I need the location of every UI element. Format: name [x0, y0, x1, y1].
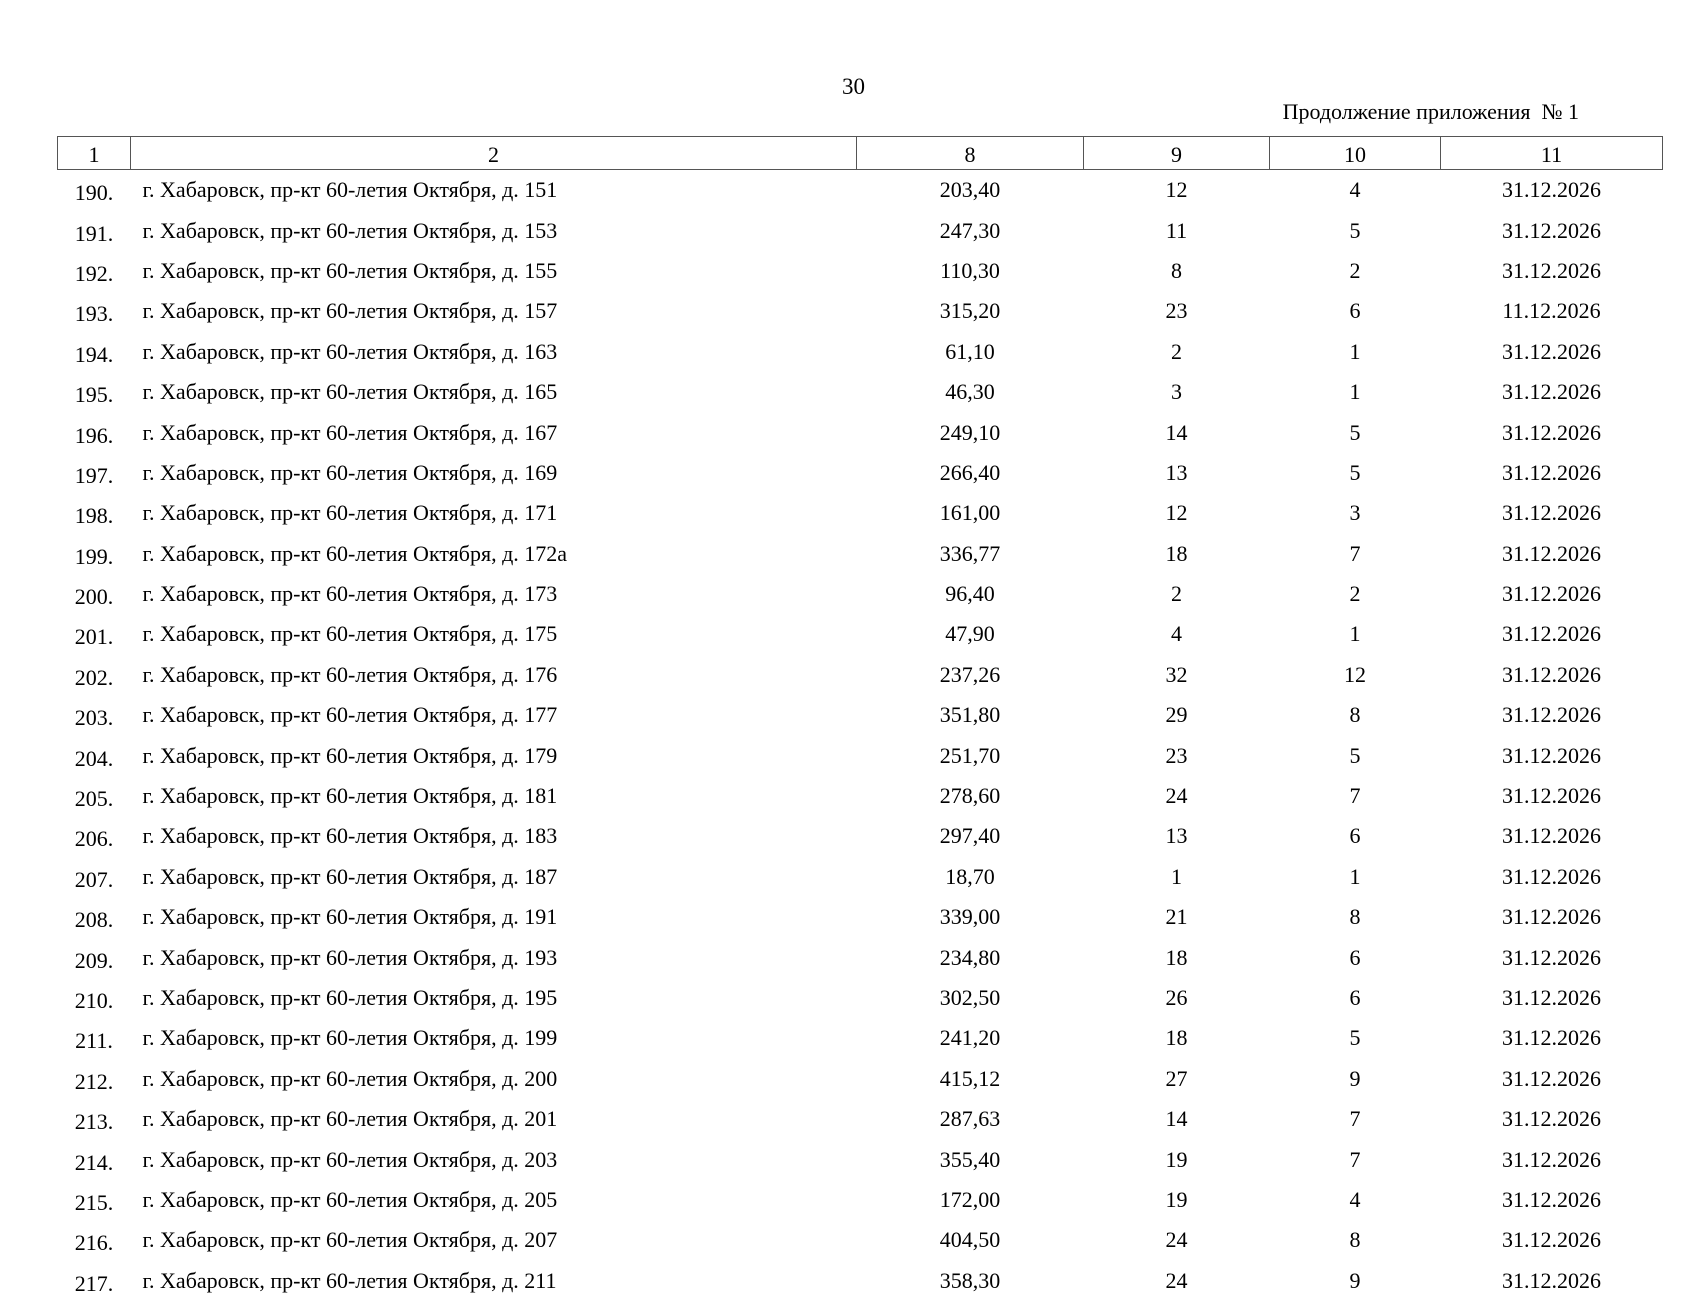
- column-9-cell: 29: [1165, 702, 1188, 728]
- column-10-cell: 5: [1349, 742, 1361, 768]
- row-number-cell: 206.: [74, 826, 114, 852]
- table-row: [58, 1261, 1663, 1301]
- row-number-cell: 203.: [74, 705, 114, 731]
- column-10-cell: 1: [1349, 379, 1361, 405]
- column-11-cell: 31.12.2026: [1502, 985, 1601, 1010]
- address-cell: г. Хабаровск, пр-кт 60-летия Октября, д. 165: [142, 379, 558, 405]
- table-row: [58, 1099, 1663, 1139]
- row-number-cell: 199.: [74, 543, 114, 569]
- column-11-cell: 31.12.2026: [1502, 581, 1601, 607]
- column-8-cell: 251,70: [939, 742, 1001, 768]
- address-cell: г. Хабаровск, пр-кт 60-летия Октября, д. 183: [142, 823, 558, 849]
- column-8-cell: 287,63: [939, 1106, 1001, 1132]
- address-cell: г. Хабаровск, пр-кт 60-летия Октября, д. 155: [142, 257, 558, 283]
- column-11-cell: 31.12.2026: [1502, 1146, 1601, 1172]
- address-cell: г. Хабаровск, пр-кт 60-летия Октября, д. 169: [142, 459, 558, 485]
- column-9-cell: 4: [1171, 621, 1182, 647]
- continuation-note: Продолжение приложения № 1: [1282, 99, 1579, 124]
- column-9-cell: 27: [1165, 1065, 1188, 1091]
- column-11-cell: 11.12.2026: [1502, 298, 1601, 324]
- column-11-cell: 31.12.2026: [1502, 1186, 1601, 1212]
- column-9-cell: 13: [1165, 823, 1188, 849]
- column-11-cell: 31.12.2026: [1502, 823, 1601, 849]
- address-cell: г. Хабаровск, пр-кт 60-летия Октября, д. 200: [142, 1065, 558, 1091]
- column-10-cell: 5: [1349, 1025, 1361, 1051]
- column-8-cell: 302,50: [939, 985, 1001, 1010]
- address-cell: г. Хабаровск, пр-кт 60-летия Октября, д. 207: [142, 1227, 558, 1253]
- column-9-cell: 19: [1165, 1146, 1188, 1172]
- column-11-cell: 31.12.2026: [1502, 1227, 1601, 1253]
- table-row: [58, 655, 1663, 695]
- address-cell: г. Хабаровск, пр-кт 60-летия Октября, д. 175: [142, 621, 558, 647]
- column-11-cell: 31.12.2026: [1502, 863, 1601, 889]
- address-cell: г. Хабаровск, пр-кт 60-летия Октября, д. 195: [142, 985, 558, 1010]
- column-8-cell: 46,30: [945, 379, 995, 405]
- table-row: [58, 937, 1663, 977]
- column-10-cell: 6: [1349, 298, 1361, 324]
- column-9-cell: 8: [1171, 257, 1182, 283]
- row-number-cell: 205.: [74, 786, 114, 812]
- column-10-cell: 12: [1344, 661, 1366, 687]
- column-8-cell: 355,40: [939, 1146, 1001, 1172]
- address-cell: г. Хабаровск, пр-кт 60-летия Октября, д. 176: [142, 661, 558, 687]
- column-9-cell: 24: [1165, 1267, 1188, 1293]
- address-cell: г. Хабаровск, пр-кт 60-летия Октября, д. 167: [142, 419, 558, 445]
- row-number-cell: 211.: [75, 1028, 113, 1054]
- column-11-cell: 31.12.2026: [1502, 702, 1601, 728]
- column-10-cell: 8: [1349, 904, 1361, 930]
- row-number-cell: 200.: [74, 584, 114, 610]
- row-number-cell: 215.: [74, 1189, 114, 1215]
- column-10-cell: 9: [1349, 1267, 1361, 1293]
- column-9-cell: 14: [1165, 419, 1188, 445]
- column-11-cell: 31.12.2026: [1502, 1267, 1601, 1293]
- column-11-cell: 31.12.2026: [1502, 257, 1601, 283]
- column-9-cell: 24: [1165, 1227, 1188, 1253]
- column-8-cell: 161,00: [939, 500, 1001, 526]
- address-cell: г. Хабаровск, пр-кт 60-летия Октября, д. 173: [142, 581, 558, 607]
- column-header-2: 2: [131, 137, 857, 170]
- table-row: [58, 614, 1663, 654]
- row-number-cell: 196.: [74, 422, 114, 448]
- column-9-cell: 2: [1171, 581, 1182, 607]
- row-number-cell: 209.: [74, 947, 114, 973]
- column-8-cell: 61,10: [945, 338, 995, 364]
- row-number-cell: 197.: [74, 462, 114, 488]
- table-row: [58, 534, 1663, 574]
- column-10-cell: 6: [1349, 985, 1361, 1010]
- table-row: [58, 210, 1663, 250]
- column-8-cell: 110,30: [940, 257, 1000, 283]
- column-8-cell: 249,10: [939, 419, 1001, 445]
- column-10-cell: 5: [1349, 419, 1361, 445]
- column-8-cell: 241,20: [939, 1025, 1001, 1051]
- row-number-cell: 190.: [74, 180, 114, 206]
- column-header-9: 9: [1084, 137, 1270, 170]
- column-10-cell: 4: [1349, 177, 1361, 203]
- table-row: [58, 493, 1663, 533]
- row-number-cell: 212.: [74, 1068, 114, 1094]
- address-cell: г. Хабаровск, пр-кт 60-летия Октября, д. 201: [142, 1106, 558, 1132]
- column-9-cell: 18: [1165, 1025, 1188, 1051]
- column-10-cell: 8: [1349, 1227, 1361, 1253]
- column-8-cell: 339,00: [939, 904, 1001, 930]
- column-10-cell: 3: [1349, 500, 1361, 526]
- column-10-cell: 6: [1349, 823, 1361, 849]
- address-cell: г. Хабаровск, пр-кт 60-летия Октября, д. 153: [142, 217, 558, 243]
- column-9-cell: 23: [1165, 298, 1188, 324]
- column-10-cell: 8: [1349, 702, 1361, 728]
- table-row: [58, 776, 1663, 816]
- address-cell: г. Хабаровск, пр-кт 60-летия Октября, д. 199: [142, 1025, 558, 1051]
- column-9-cell: 32: [1165, 661, 1188, 687]
- column-9-cell: 23: [1165, 742, 1188, 768]
- column-10-cell: 5: [1349, 217, 1361, 243]
- address-cell: г. Хабаровск, пр-кт 60-летия Октября, д. 177: [142, 702, 558, 728]
- column-8-cell: 351,80: [939, 702, 1001, 728]
- column-10-cell: 1: [1349, 863, 1361, 889]
- table-header: [58, 137, 1663, 170]
- address-cell: г. Хабаровск, пр-кт 60-летия Октября, д. 179: [142, 742, 558, 768]
- table-row: [58, 1059, 1663, 1099]
- column-8-cell: 278,60: [939, 783, 1001, 809]
- column-11-cell: 31.12.2026: [1502, 459, 1601, 485]
- column-8-cell: 247,30: [939, 217, 1001, 243]
- address-cell: г. Хабаровск, пр-кт 60-летия Октября, д. 187: [142, 863, 558, 889]
- table-row: [58, 978, 1663, 1018]
- column-header-10: 10: [1270, 137, 1441, 170]
- column-10-cell: 7: [1349, 1106, 1361, 1132]
- column-9-cell: 14: [1165, 1106, 1188, 1132]
- column-8-cell: 172,00: [939, 1186, 1001, 1212]
- column-10-cell: 5: [1349, 459, 1361, 485]
- column-header-1: 1: [58, 137, 131, 170]
- address-cell: г. Хабаровск, пр-кт 60-летия Октября, д. 191: [142, 904, 558, 930]
- column-8-cell: 237,26: [939, 661, 1001, 687]
- table-row: [58, 816, 1663, 856]
- column-10-cell: 9: [1349, 1065, 1361, 1091]
- table-row: [58, 695, 1663, 735]
- column-header-11: 11: [1441, 137, 1663, 170]
- address-cell: г. Хабаровск, пр-кт 60-летия Октября, д. 151: [142, 177, 558, 203]
- table-row: [58, 1220, 1663, 1260]
- table-row: [58, 1018, 1663, 1058]
- column-8-cell: 415,12: [939, 1065, 1001, 1091]
- column-11-cell: 31.12.2026: [1502, 621, 1601, 647]
- address-cell: г. Хабаровск, пр-кт 60-летия Октября, д. 203: [142, 1146, 558, 1172]
- registry-table: [57, 136, 1663, 1301]
- column-11-cell: 31.12.2026: [1502, 904, 1601, 930]
- column-9-cell: 21: [1165, 904, 1188, 930]
- table-row: [58, 412, 1663, 452]
- column-9-cell: 12: [1165, 177, 1188, 203]
- address-cell: г. Хабаровск, пр-кт 60-летия Октября, д. 163: [142, 338, 558, 364]
- column-11-cell: 31.12.2026: [1502, 1065, 1601, 1091]
- column-11-cell: 31.12.2026: [1502, 1025, 1601, 1051]
- column-8-cell: 18,70: [945, 863, 995, 889]
- table-row: [58, 251, 1663, 291]
- column-9-cell: 12: [1165, 500, 1188, 526]
- page-number: 30: [842, 74, 865, 99]
- row-number-cell: 195.: [74, 382, 114, 408]
- column-8-cell: 96,40: [945, 581, 995, 607]
- address-cell: г. Хабаровск, пр-кт 60-летия Октября, д. 172а: [142, 540, 568, 566]
- column-8-cell: 404,50: [939, 1227, 1001, 1253]
- row-number-cell: 192.: [74, 260, 114, 286]
- address-cell: г. Хабаровск, пр-кт 60-летия Октября, д. 205: [142, 1186, 558, 1212]
- column-11-cell: 31.12.2026: [1502, 661, 1601, 687]
- column-9-cell: 2: [1171, 338, 1182, 364]
- column-11-cell: 31.12.2026: [1502, 540, 1601, 566]
- column-8-cell: 47,90: [945, 621, 995, 647]
- address-cell: г. Хабаровск, пр-кт 60-летия Октября, д. 171: [142, 500, 558, 526]
- column-9-cell: 26: [1165, 985, 1188, 1010]
- column-10-cell: 7: [1349, 783, 1361, 809]
- row-number-cell: 207.: [74, 866, 114, 892]
- column-10-cell: 2: [1349, 257, 1361, 283]
- column-10-cell: 1: [1349, 621, 1361, 647]
- column-11-cell: 31.12.2026: [1502, 379, 1601, 405]
- row-number-cell: 194.: [74, 341, 114, 367]
- address-cell: г. Хабаровск, пр-кт 60-летия Октября, д. 193: [142, 944, 558, 970]
- column-10-cell: 4: [1349, 1186, 1361, 1212]
- column-11-cell: 31.12.2026: [1502, 419, 1601, 445]
- row-number-cell: 193.: [74, 301, 114, 327]
- table-row: [58, 574, 1663, 614]
- row-number-cell: 202.: [74, 664, 114, 690]
- column-8-cell: 358,30: [939, 1267, 1001, 1293]
- column-10-cell: 7: [1349, 1146, 1361, 1172]
- column-8-cell: 234,80: [939, 944, 1001, 970]
- column-9-cell: 18: [1165, 944, 1188, 970]
- row-number-cell: 208.: [74, 907, 114, 933]
- column-8-cell: 203,40: [939, 177, 1001, 203]
- column-9-cell: 3: [1171, 379, 1182, 405]
- table-row: [58, 332, 1663, 372]
- table-body: [58, 170, 1663, 1301]
- column-9-cell: 19: [1165, 1186, 1188, 1212]
- row-number-cell: 214.: [74, 1149, 114, 1175]
- column-11-cell: 31.12.2026: [1502, 177, 1601, 203]
- column-9-cell: 1: [1171, 863, 1182, 889]
- column-11-cell: 31.12.2026: [1502, 1106, 1601, 1132]
- table-row: [58, 291, 1663, 331]
- column-8-cell: 315,20: [939, 298, 1001, 324]
- row-number-cell: 198.: [74, 503, 114, 529]
- column-10-cell: 7: [1349, 540, 1361, 566]
- column-11-cell: 31.12.2026: [1502, 783, 1601, 809]
- column-8-cell: 266,40: [939, 459, 1001, 485]
- table-row: [58, 372, 1663, 412]
- column-8-cell: 336,77: [939, 540, 1001, 566]
- row-number-cell: 213.: [74, 1109, 114, 1135]
- table-row: [58, 453, 1663, 493]
- row-number-cell: 210.: [74, 988, 114, 1013]
- table-row: [58, 735, 1663, 775]
- column-9-cell: 18: [1165, 540, 1188, 566]
- table-row: [58, 1139, 1663, 1179]
- row-number-cell: 217.: [74, 1270, 114, 1296]
- table-row: [58, 170, 1663, 211]
- address-cell: г. Хабаровск, пр-кт 60-летия Октября, д. 211: [142, 1267, 557, 1293]
- header-row: [58, 137, 1663, 170]
- column-9-cell: 11: [1165, 217, 1188, 243]
- table-row: [58, 857, 1663, 897]
- row-number-cell: 191.: [74, 220, 114, 246]
- column-11-cell: 31.12.2026: [1502, 944, 1601, 970]
- column-9-cell: 24: [1165, 783, 1188, 809]
- row-number-cell: 204.: [74, 745, 114, 771]
- column-10-cell: 2: [1349, 581, 1361, 607]
- column-11-cell: 31.12.2026: [1502, 742, 1601, 768]
- row-number-cell: 216.: [74, 1230, 114, 1256]
- column-8-cell: 297,40: [939, 823, 1001, 849]
- column-header-8: 8: [857, 137, 1084, 170]
- row-number-cell: 201.: [74, 624, 114, 650]
- column-9-cell: 13: [1165, 459, 1188, 485]
- column-11-cell: 31.12.2026: [1502, 338, 1601, 364]
- column-11-cell: 31.12.2026: [1502, 217, 1601, 243]
- column-10-cell: 6: [1349, 944, 1361, 970]
- address-cell: г. Хабаровск, пр-кт 60-летия Октября, д. 181: [142, 783, 558, 809]
- column-11-cell: 31.12.2026: [1502, 500, 1601, 526]
- address-cell: г. Хабаровск, пр-кт 60-летия Октября, д. 157: [142, 298, 558, 324]
- table-row: [58, 897, 1663, 937]
- column-10-cell: 1: [1349, 338, 1361, 364]
